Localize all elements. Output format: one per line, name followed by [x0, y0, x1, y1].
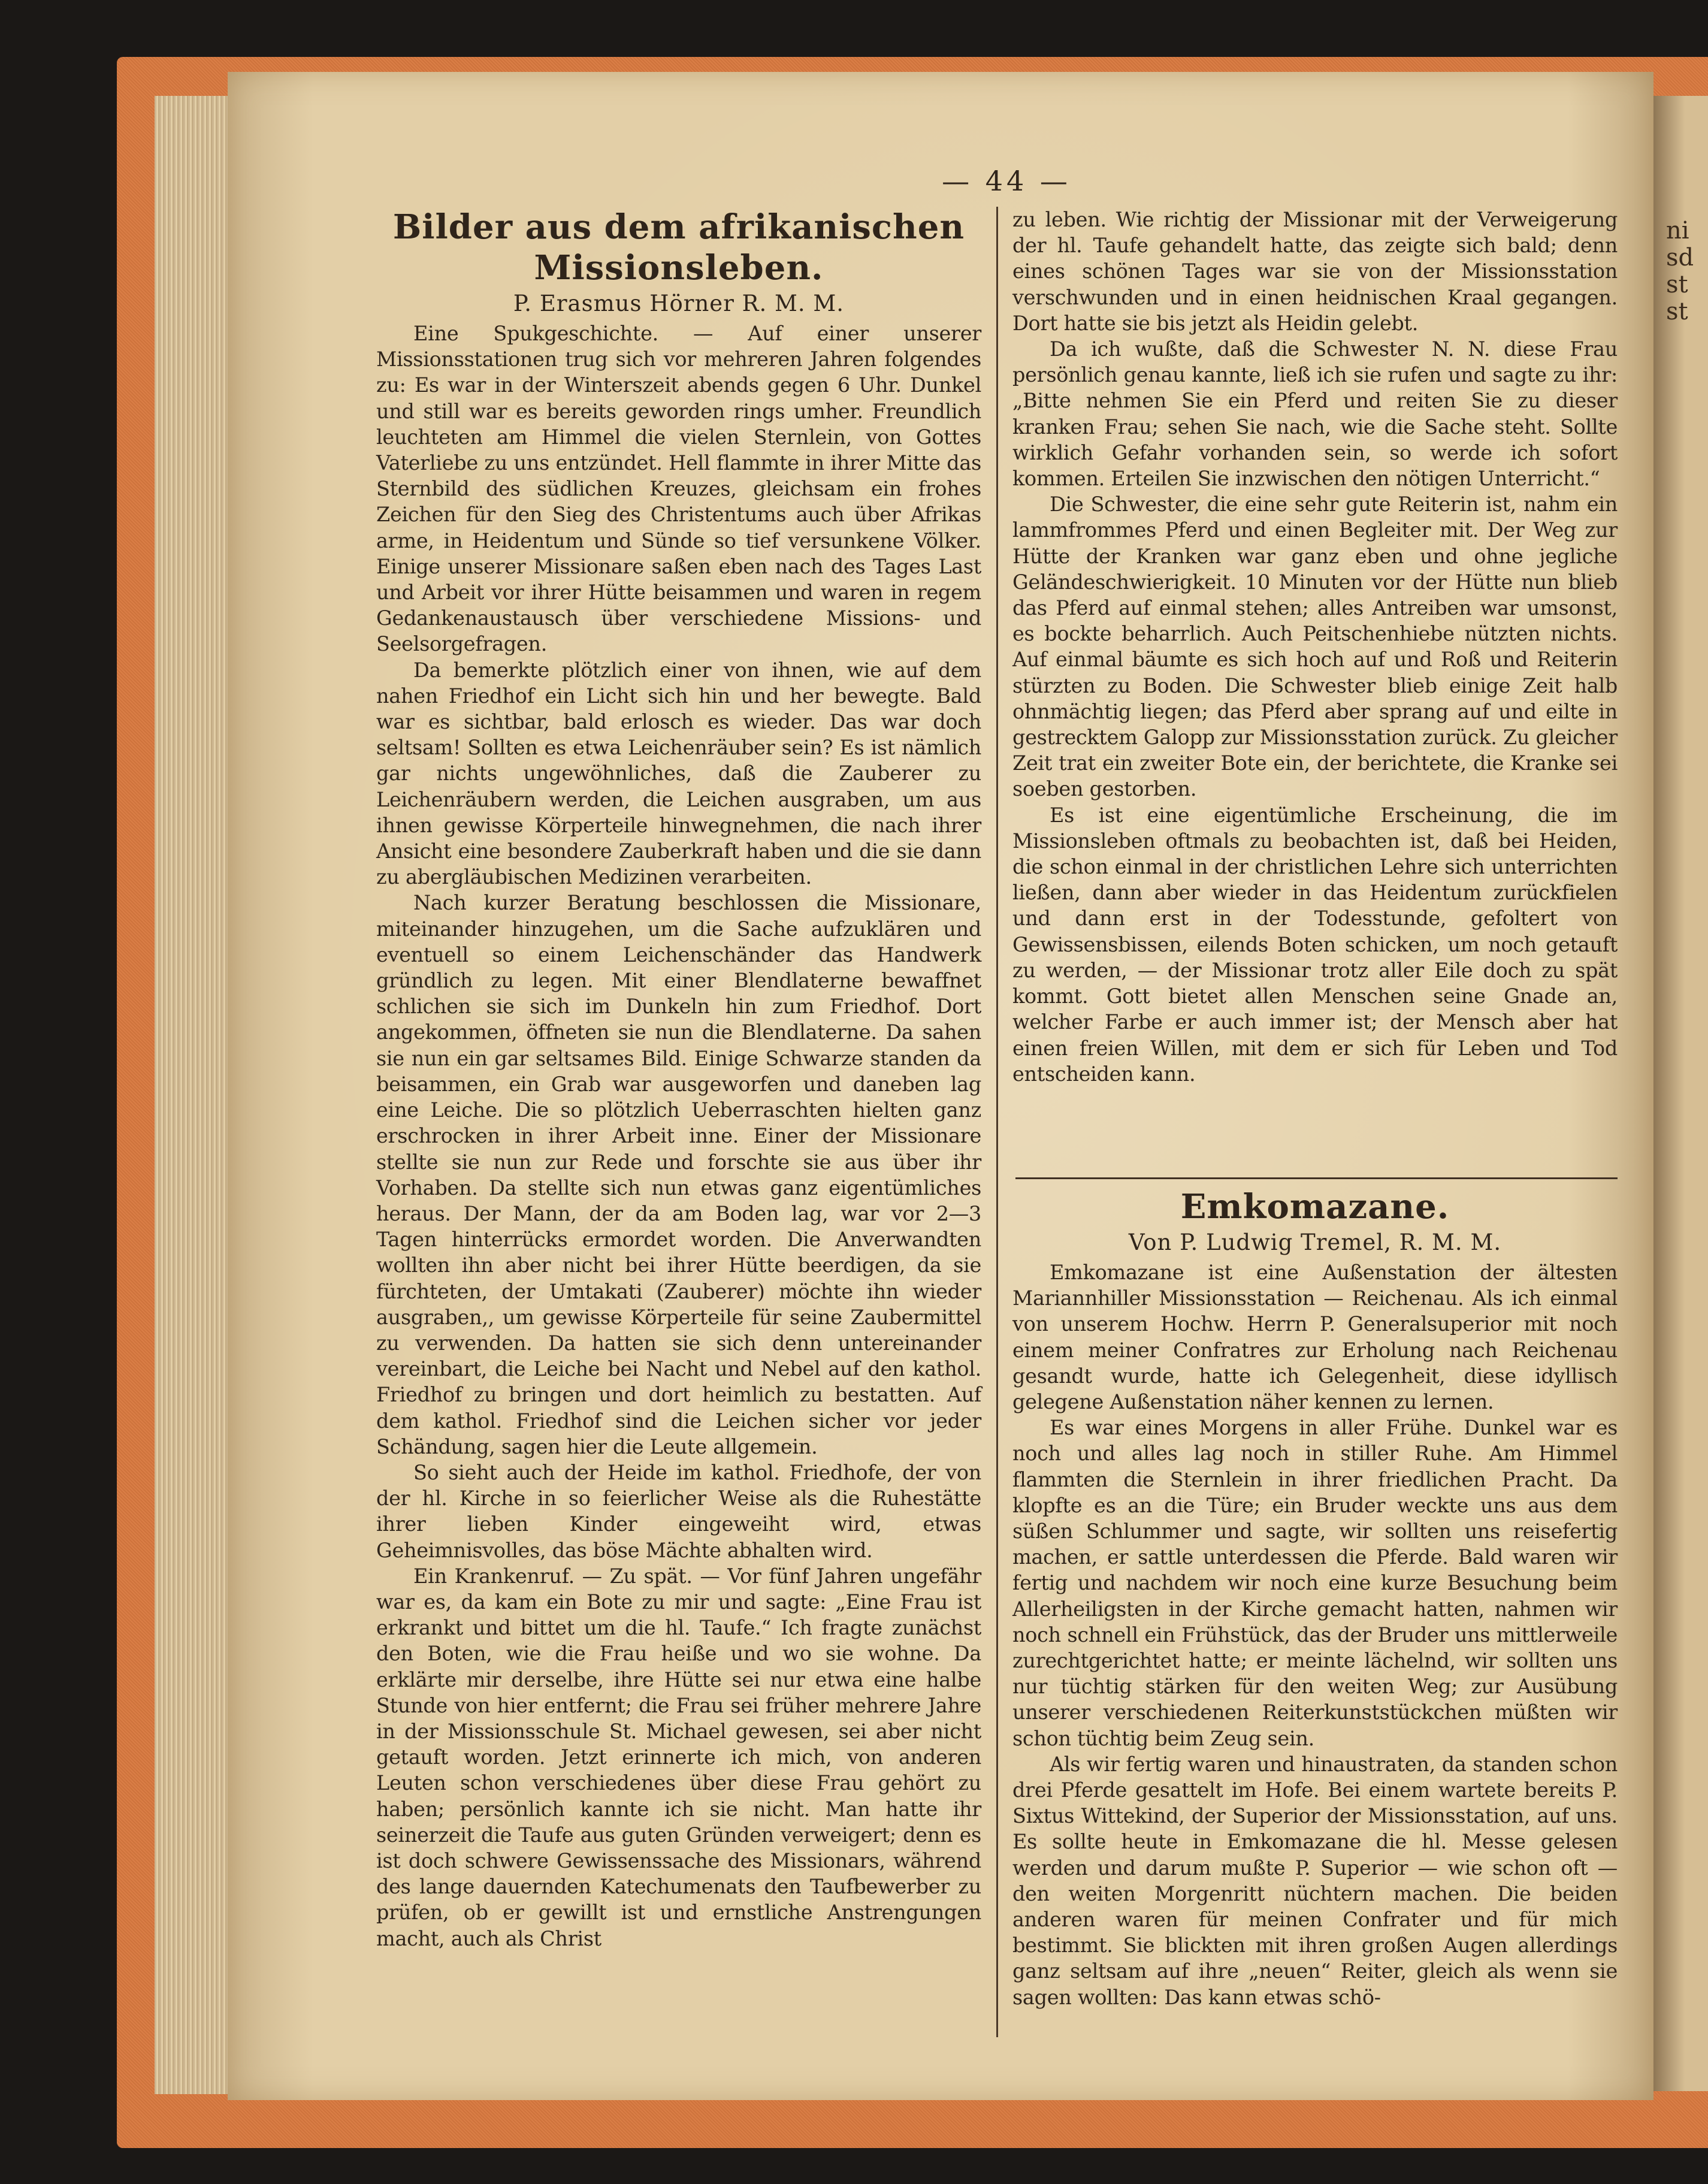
- paragraph: Da bemerkte plötzlich einer von ihnen, wie auf dem nahen Friedhof ein Licht sich hin und her bewegte. Bald war es sichtbar, bald erlosch es wieder. Das war doch seltsam! Sollten es etwa Leichenräuber sein? Es ist nämlich gar nichts ungewöhnliches, daß die Zauberer zu Leichenräubern werden, die Leichen ausgraben, um aus ihnen gewisse Körperteile hinwegnehmen, die nach ihrer Ansicht eine besondere Zauberkraft haben und die sie dann zu abergläubischen Medizinen verarbeiten.: [376, 658, 981, 889]
- paragraph: Die Schwester, die eine sehr gute Reiterin ist, nahm ein lammfrommes Pferd und einen Begleiter mit. Der Weg zur Hütte der Kranken war ganz eben und ohne jegliche Geländeschwierigkeit. 10 Minuten vor der Hütte nun blieb das Pferd auf einmal stehen; alles Antreiben war umsonst, es bockte beharrlich. Auch Peitschenhiebe nützten nichts. Auf einmal bäumte es sich hoch auf und Roß und Reiterin stürzten zu Boden. Die Schwester blieb einige Zeit halb ohnmächtig liegen; das Pferd aber sprang auf und eilte in gestrecktem Galopp zur Missionsstation zurück. Zu gleicher Zeit trat ein zweiter Bote ein, der berichtete, die Kranke sei soeben gestorben.: [1012, 493, 1618, 801]
- page-number: — 44 —: [942, 165, 1071, 197]
- paragraph: So sieht auch der Heide im kathol. Friedhofe, der von der hl. Kirche in so feierlicher Weise als die Ruhestätte ihrer lieben Kinder eingeweiht wird, etwas Geheimnisvolles, das böse Mächte abhalten wird.: [376, 1460, 981, 1562]
- right-column: [1012, 207, 1618, 1087]
- paragraph: Emkomazane ist eine Außenstation der ältesten Mariannhiller Missionsstation — Reichenau. Als ich einmal von unserem Hochw. Herrn P. Generalsuperior mit noch einem meiner Confratres zur Erholung nach Reichenau gesandt wurde, hatte ich Gelegenheit, diese idyllisch gelegene Außenstation näher kennen zu lernen.: [1012, 1261, 1618, 1414]
- paragraph: Da ich wußte, daß die Schwester N. N. diese Frau persönlich genau kannte, ließ ich sie rufen und sagte zu ihr: „Bitte nehmen Sie ein Pferd und reiten Sie zu dieser kranken Frau; sehen Sie nach, wie die Sache steht. Sollte wirklich Gefahr vorhanden sein, so werde ich sofort kommen. Erteilen Sie inzwischen den nötigen Unterricht.“: [1012, 337, 1618, 491]
- facing-page-edge: [1650, 96, 1708, 2091]
- article-title: Bilder aus dem afrikanischen Missionsleben.: [392, 207, 965, 288]
- paragraph: Als wir fertig waren und hinaustraten, da standen schon drei Pferde gesattelt im Hofe. Bei einem wartete bereits P. Sixtus Wittekind, der Superior der Missionsstation, auf uns. Es sollte heute in Emkomazane die hl. Messe gelesen werden und darum mußte P. Superior — wie schon oft — den weiten Morgenritt nüchtern machen. Die beiden anderen waren für meinen Confrater und für mich bestimmt. Sie blickten mit ihren großen Augen allerdings ganz seltsam auf ihre „neuen“ Reiter, gleich als wenn sie sagen wollten: Das kann etwas schö-: [1012, 1752, 1618, 2009]
- column-divider: [996, 207, 998, 2037]
- paragraph: Nach kurzer Beratung beschlossen die Missionare, miteinander hinzugehen, um die Sache aufzuklären und eventuell so einem Leichenschänder das Handwerk gründlich zu legen. Mit einer Blendlaterne bewaffnet schlichen sie sich im Dunkeln hin zum Friedhof. Dort angekommen, öffneten sie nun die Blendlaterne. Da sahen sie nun ein gar seltsames Bild. Einige Schwarze standen da beisammen, ein Grab war ausgeworfen und daneben lag eine Leiche. Die so plötzlich Ueberraschten hielten ganz erschrocken in ihrer Arbeit inne. Einer der Missionare stellte sie nun zur Rede und forschte sie aus über ihr Vorhaben. Da stellte sich nun etwas ganz eigentümliches heraus. Der Mann, der da am Boden lag, war vor 2—3 Tagen hinterrücks ermordet worden. Die Anverwandten wollten ihn aber nicht bei ihrer Hütte beerdigen, da sie fürchteten, der Umtakati (Zauberer) möchte ihn wieder ausgraben,, um gewisse Körperteile für seine Zaubermittel zu verwenden. Da hatten sie sich denn untereinander vereinbart, die Leiche bei Nacht und Nebel auf den kathol. Friedhof zu bringen und dort heimlich zu bestatten. Auf dem kathol. Friedhof sind die Leichen sicher vor jeder Schändung, sagen hier die Leute allgemein.: [376, 891, 981, 1458]
- paragraph: Ein Krankenruf. — Zu spät. — Vor fünf Jahren ungefähr war es, da kam ein Bote zu mir und sagte: „Eine Frau ist erkrankt und bittet um die hl. Taufe.“ Ich fragte zunächst den Boten, wie die Frau heiße und wo sie wohne. Da erklärte mir derselbe, ihre Hütte sei nur etwa eine halbe Stunde von hier entfernt; die Frau sei früher mehrere Jahre in der Missionsschule St. Michael gewesen, sei aber nicht getauft worden. Jetzt erinnerte ich mich, von anderen Leuten schon verschiedenes über diese Frau gehört zu haben; persönlich kannte ich sie nicht. Man hatte ihr seinerzeit die Taufe aus guten Gründen verweigert; denn es ist doch schwere Gewissenssache des Missionars, während des lange dauernden Katechumenats den Taufbewerber zu prüfen, ob er gewillt ist und ernstliche Anstrengungen macht, auch als Christ: [376, 1564, 981, 1950]
- paragraph: zu leben. Wie richtig der Missionar mit der Verweigerung der hl. Taufe gehandelt hatte, das zeigte sich bald; denn eines schönen Tages war sie von der Missionsstation verschwunden und in einen heidnischen Kraal gegangen. Dort hatte sie bis jetzt als Heidin gelebt.: [1012, 208, 1618, 335]
- article-title: Emkomazane.: [1180, 1187, 1450, 1227]
- article-byline: P. Erasmus Hörner R. M. M.: [513, 291, 845, 316]
- facing-page-fragment: st: [1666, 298, 1688, 325]
- paragraph: Es ist eine eigentümliche Erscheinung, die im Missionsleben oftmals zu beobachten ist, daß bei Heiden, die schon einmal in der christlichen Lehre sich unterrichten ließen, dann aber wieder in das Heidentum zurückfielen und dann erst in der Todesstunde, gefoltert von Gewissensbissen, eilends Boten schicken, um noch getauft zu werden, — der Missionar trotz aller Eile doch zu spät kommt. Gott bietet allen Menschen seine Gnade an, welcher Farbe er auch immer ist; der Mensch aber hat einen freien Willen, mit dem er sich für Leben und Tod entscheiden kann.: [1012, 803, 1618, 1086]
- facing-page-fragment: ni: [1666, 217, 1689, 244]
- left-column: [376, 207, 981, 1952]
- paragraph: Es war eines Morgens in aller Frühe. Dunkel war es noch und alles lag noch in stiller Ruhe. Am Himmel flammten die Sternlein in ihrer friedlichen Pracht. Da klopfte es an die Türe; ein Bruder weckte uns aus dem süßen Schlummer und sagte, wir sollten uns reisefertig machen, er sattle unterdessen die Pferde. Bald waren wir fertig und nachdem wir noch eine kurze Besuchung beim Allerheiligsten in der Kirche gemacht hatten, nahmen wir noch schnell ein Frühstück, das der Bruder uns mittlerweile zurechtgerichtet hatte; er meinte lächelnd, wir sollten uns nur tüchtig stärken für den weiten Weg; zur Ausübung unserer verschiedenen Reiterkunststückchen müßten wir schon tüchtig beim Zeug sein.: [1012, 1416, 1618, 1750]
- second-article: [1012, 1186, 1618, 2010]
- facing-page-fragment: st: [1666, 271, 1688, 298]
- article-byline: Von P. Ludwig Tremel, R. M. M.: [1128, 1230, 1502, 1255]
- section-divider: [1015, 1177, 1618, 1179]
- facing-page-fragment: sd: [1666, 244, 1694, 271]
- paragraph: Eine Spukgeschichte. — Auf einer unserer Missionsstationen trug sich vor mehreren Jahren folgendes zu: Es war in der Winterszeit abends gegen 6 Uhr. Dunkel und still war es bereits geworden rings umher. Freundlich leuchteten am Himmel die vielen Sternlein, von Gottes Vaterliebe zu uns entzündet. Hell flammte in ihrer Mitte das Sternbild des südlichen Kreuzes, gleichsam ein frohes Zeichen für den Sieg des Christentums auch über Afrikas arme, in Heidentum und Sünde so tief versunkene Völker. Einige unserer Missionare saßen eben nach des Tages Last und Arbeit vor ihrer Hütte beisammen und waren in regem Gedankenaustausch über verschiedene Missions- und Seelsorgefragen.: [376, 322, 981, 656]
